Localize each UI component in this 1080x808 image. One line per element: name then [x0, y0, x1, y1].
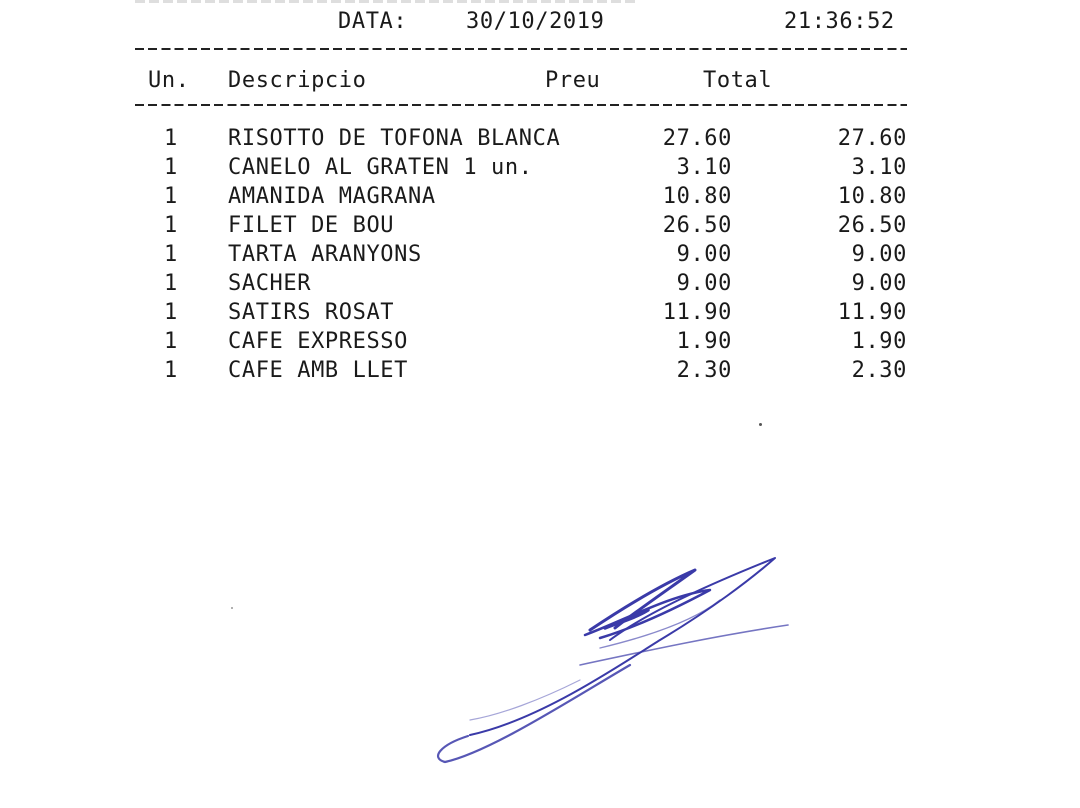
- torn-top-edge: [135, 0, 635, 3]
- item-description: CANELO AL GRATEN 1 un.: [228, 155, 533, 180]
- column-header-total: Total: [703, 68, 773, 93]
- item-total: 11.90: [837, 300, 907, 325]
- time-value: 21:36:52: [784, 9, 895, 34]
- item-price: 10.80: [662, 184, 732, 209]
- item-total: 10.80: [837, 184, 907, 209]
- item-total: 3.10: [851, 155, 907, 180]
- item-total: 2.30: [851, 358, 907, 383]
- item-price: 11.90: [662, 300, 732, 325]
- header-divider-top: [135, 48, 907, 50]
- item-units: 1: [164, 358, 178, 383]
- header-divider-bottom: [135, 104, 907, 106]
- item-units: 1: [164, 213, 178, 238]
- item-units: 1: [164, 329, 178, 354]
- item-description: SACHER: [228, 271, 312, 296]
- item-price: 9.00: [676, 242, 732, 267]
- line-item: [0, 211, 1080, 240]
- item-units: 1: [164, 155, 178, 180]
- item-price: 2.30: [676, 358, 732, 383]
- line-item: [0, 298, 1080, 327]
- line-item: [0, 327, 1080, 356]
- line-item: [0, 269, 1080, 298]
- item-description: SATIRS ROSAT: [228, 300, 395, 325]
- item-total: 26.50: [837, 213, 907, 238]
- item-units: 1: [164, 184, 178, 209]
- item-description: AMANIDA MAGRANA: [228, 184, 436, 209]
- line-item: [0, 356, 1080, 385]
- date-value: 30/10/2019: [466, 9, 605, 34]
- line-items: [0, 124, 1080, 385]
- item-units: 1: [164, 271, 178, 296]
- item-units: 1: [164, 242, 178, 267]
- item-total: 27.60: [837, 126, 907, 151]
- item-total: 1.90: [851, 329, 907, 354]
- item-description: CAFE EXPRESSO: [228, 329, 408, 354]
- item-units: 1: [164, 126, 178, 151]
- item-description: RISOTTO DE TOFONA BLANCA: [228, 126, 561, 151]
- column-header-units: Un.: [148, 68, 190, 93]
- date-label: DATA:: [338, 9, 408, 34]
- ink-speck: [231, 607, 233, 609]
- handwritten-signature: [420, 540, 820, 780]
- item-description: TARTA ARANYONS: [228, 242, 422, 267]
- line-item: [0, 182, 1080, 211]
- item-description: FILET DE BOU: [228, 213, 395, 238]
- line-item: [0, 240, 1080, 269]
- line-item: [0, 153, 1080, 182]
- column-header-description: Descripcio: [228, 68, 367, 93]
- line-item: [0, 124, 1080, 153]
- item-price: 27.60: [662, 126, 732, 151]
- item-price: 9.00: [676, 271, 732, 296]
- item-total: 9.00: [851, 242, 907, 267]
- item-total: 9.00: [851, 271, 907, 296]
- item-price: 3.10: [676, 155, 732, 180]
- item-price: 26.50: [662, 213, 732, 238]
- item-price: 1.90: [676, 329, 732, 354]
- ink-speck: [759, 423, 762, 426]
- item-units: 1: [164, 300, 178, 325]
- item-description: CAFE AMB LLET: [228, 358, 408, 383]
- column-header-price: Preu: [545, 68, 601, 93]
